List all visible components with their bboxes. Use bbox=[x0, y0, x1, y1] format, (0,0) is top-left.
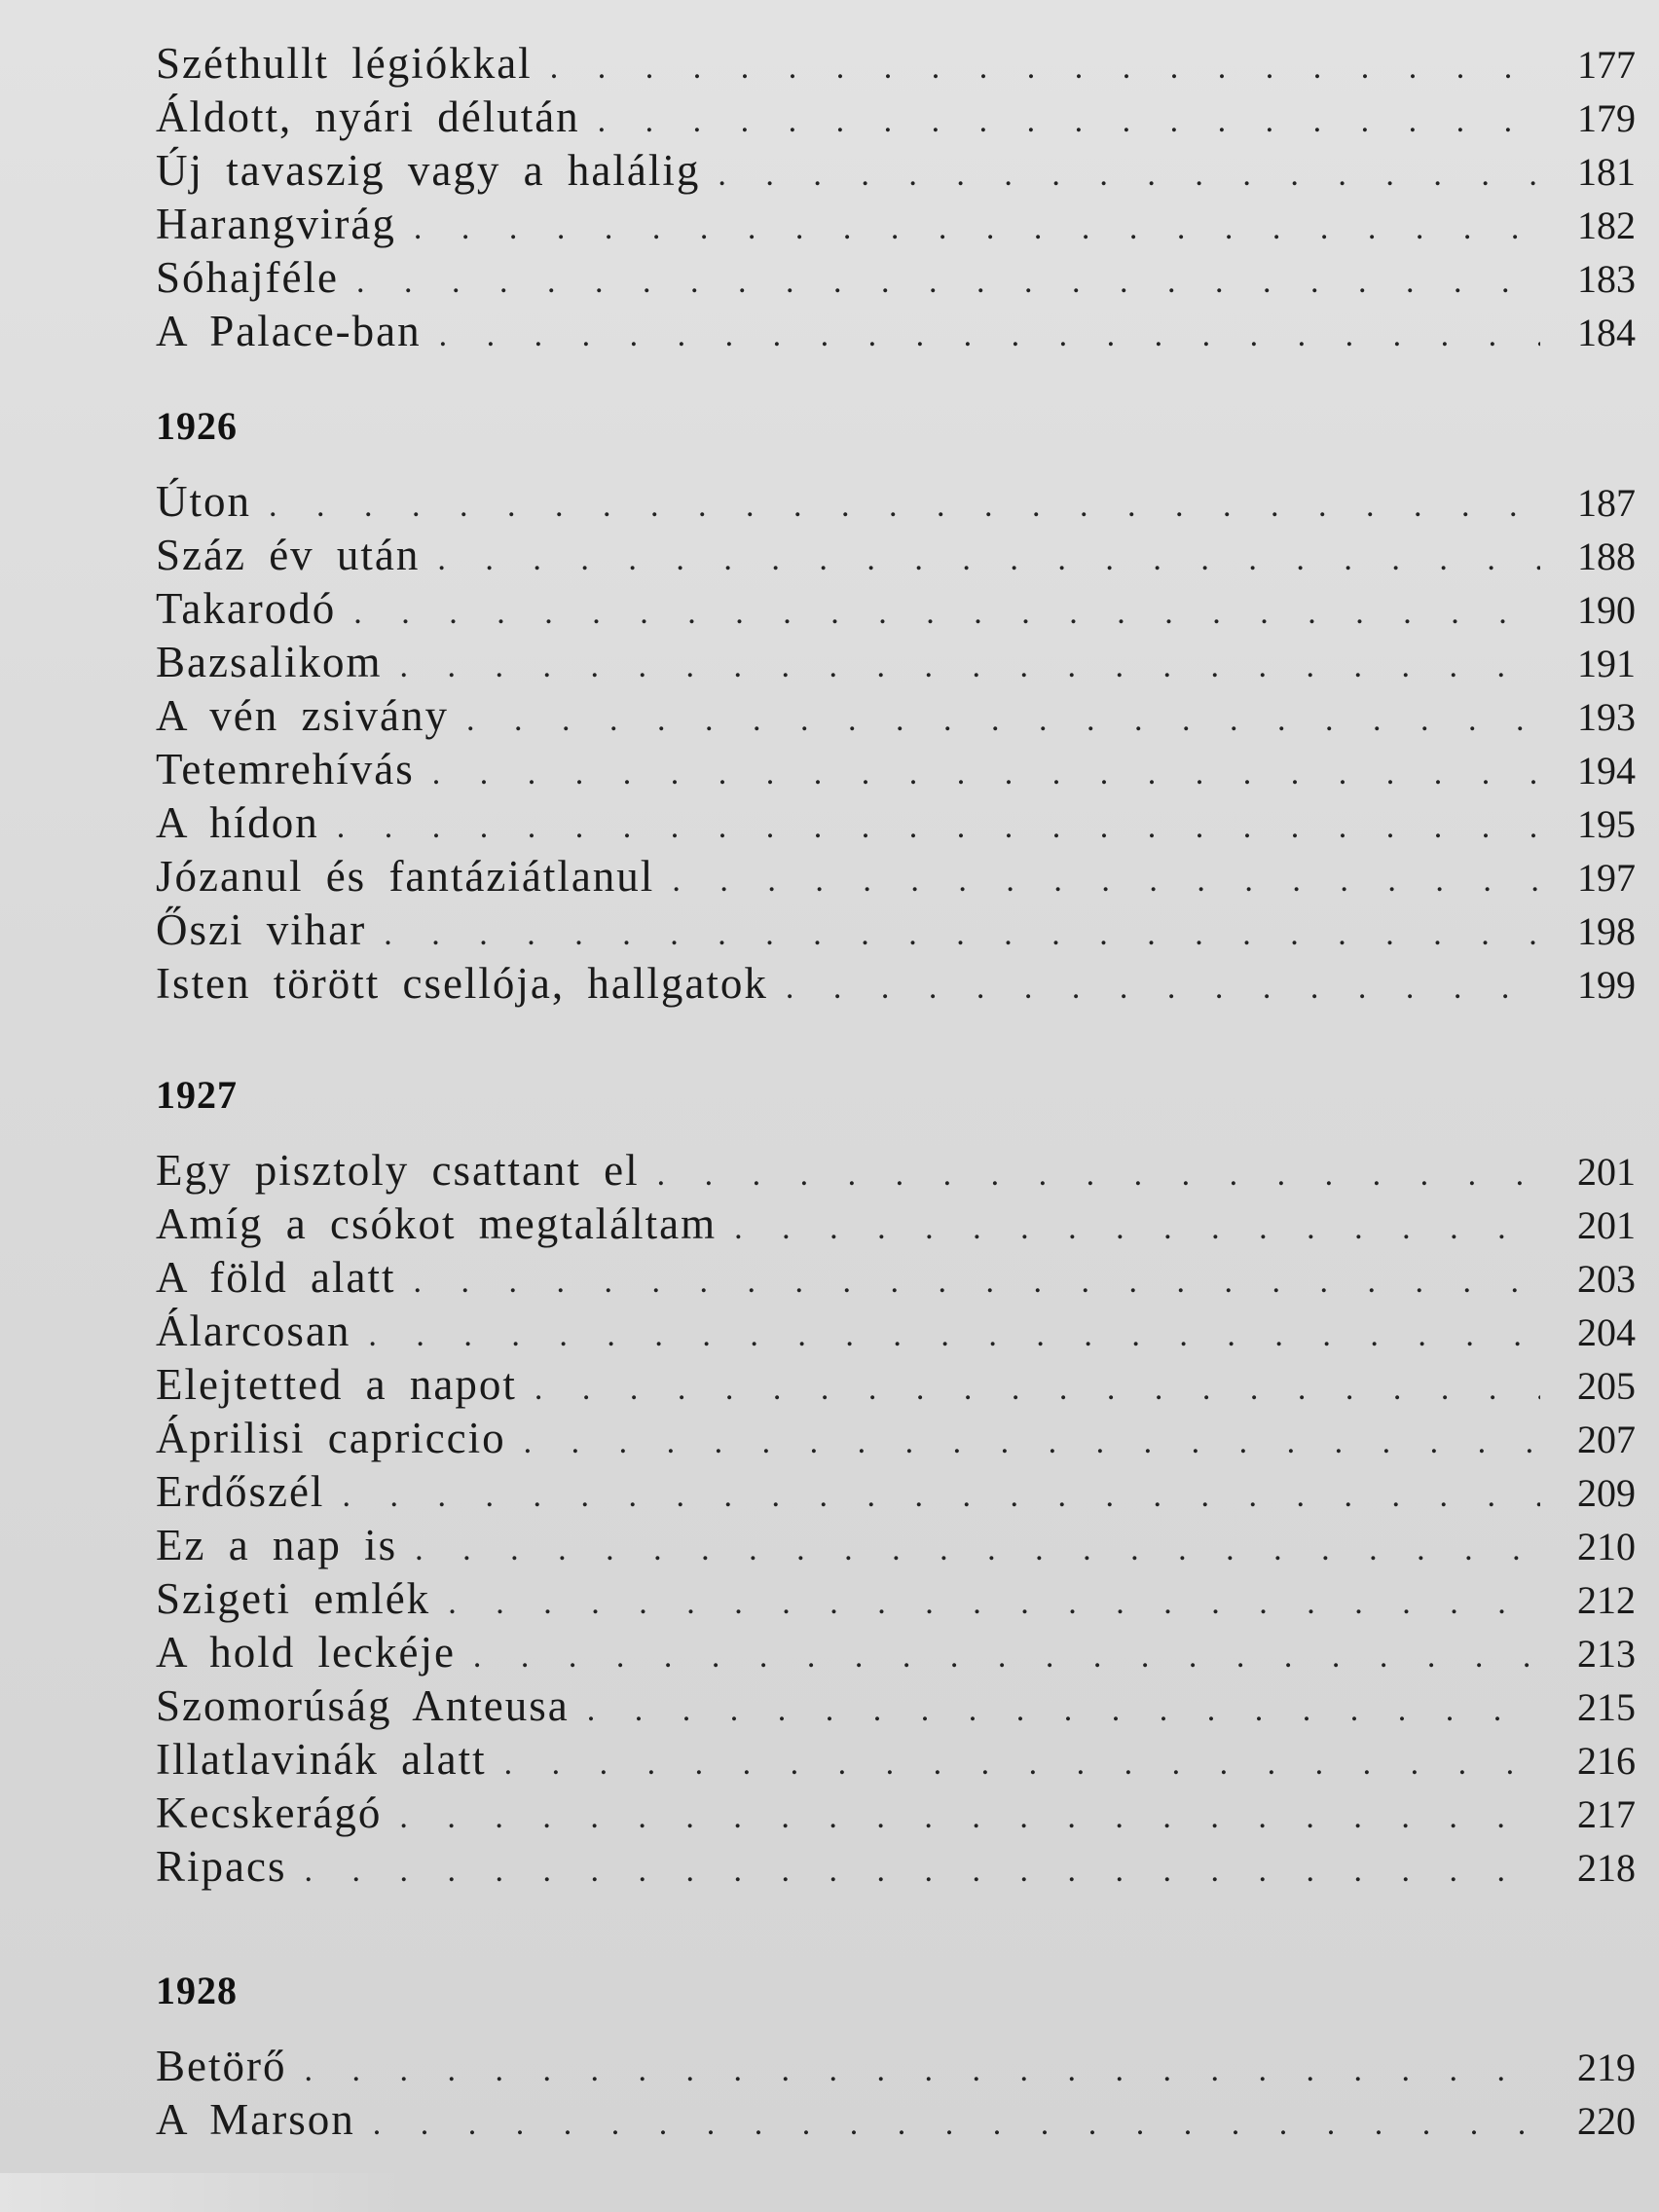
entry-title: Kecskerágó bbox=[156, 1788, 383, 1837]
dot-leader bbox=[473, 1626, 1540, 1683]
entry-page-number: 194 bbox=[1577, 749, 1636, 793]
toc-entry bbox=[156, 1412, 1636, 1465]
toc-entry bbox=[156, 903, 1636, 957]
entry-page-number: 181 bbox=[1577, 150, 1636, 194]
entry-title: A hold leckéje bbox=[156, 1628, 456, 1677]
watermark-strip bbox=[0, 2173, 409, 2212]
toc-entry bbox=[156, 475, 1636, 529]
entry-title: Amíg a csókot megtaláltam bbox=[156, 1199, 718, 1248]
entry-title: Áldott, nyári délután bbox=[156, 92, 580, 141]
entry-page-number: 188 bbox=[1577, 535, 1636, 578]
dot-leader bbox=[448, 1572, 1540, 1630]
entry-page-number: 191 bbox=[1577, 642, 1636, 685]
toc-entry bbox=[156, 251, 1636, 305]
toc-entry bbox=[156, 850, 1636, 903]
entry-title: A Palace-ban bbox=[156, 307, 422, 355]
entry-title: Áprilisi capriccio bbox=[156, 1414, 506, 1462]
toc-entry bbox=[156, 1251, 1636, 1305]
dot-leader bbox=[399, 1787, 1540, 1844]
dot-leader bbox=[353, 582, 1540, 640]
entry-page-number: 184 bbox=[1577, 311, 1636, 354]
dot-leader bbox=[466, 689, 1540, 747]
toc-entry bbox=[156, 1787, 1636, 1840]
entry-title: A Marson bbox=[156, 2095, 355, 2144]
dot-leader bbox=[269, 475, 1540, 533]
toc-entry bbox=[156, 957, 1636, 1011]
entry-title: Egy pisztoly csattant el bbox=[156, 1146, 640, 1195]
entry-page-number: 218 bbox=[1577, 1846, 1636, 1890]
entry-page-number: 190 bbox=[1577, 588, 1636, 632]
entry-page-number: 216 bbox=[1577, 1739, 1636, 1783]
entry-title: Sóhajféle bbox=[156, 253, 339, 302]
entry-title: A vén zsivány bbox=[156, 691, 449, 740]
entry-title: Takarodó bbox=[156, 584, 337, 633]
toc-entry bbox=[156, 2093, 1636, 2147]
toc-entry bbox=[156, 1198, 1636, 1251]
dot-leader bbox=[437, 529, 1540, 586]
year-heading: 1926 bbox=[156, 404, 238, 448]
year-heading: 1927 bbox=[156, 1073, 238, 1117]
dot-leader bbox=[786, 957, 1540, 1014]
dot-leader bbox=[657, 1144, 1540, 1201]
toc-entry bbox=[156, 305, 1636, 358]
entry-title: Álarcosan bbox=[156, 1307, 351, 1355]
entry-page-number: 201 bbox=[1577, 1150, 1636, 1194]
dot-leader bbox=[598, 91, 1540, 148]
entry-title: Betörő bbox=[156, 2042, 287, 2090]
entry-page-number: 215 bbox=[1577, 1685, 1636, 1729]
dot-leader bbox=[439, 305, 1540, 362]
entry-title: Ez a nap is bbox=[156, 1521, 398, 1569]
toc-entry bbox=[156, 91, 1636, 144]
dot-leader bbox=[432, 743, 1540, 800]
entry-page-number: 207 bbox=[1577, 1418, 1636, 1461]
dot-leader bbox=[414, 198, 1540, 255]
entry-title: Elejtetted a napot bbox=[156, 1360, 517, 1409]
entry-title: Új tavaszig vagy a halálig bbox=[156, 146, 701, 195]
entry-page-number: 213 bbox=[1577, 1632, 1636, 1676]
entry-title: Széthullt légiókkal bbox=[156, 39, 533, 88]
dot-leader bbox=[672, 850, 1540, 907]
entry-page-number: 182 bbox=[1577, 203, 1636, 247]
dot-leader bbox=[337, 796, 1540, 854]
entry-page-number: 210 bbox=[1577, 1525, 1636, 1568]
toc-entry bbox=[156, 529, 1636, 582]
entry-page-number: 219 bbox=[1577, 2046, 1636, 2089]
dot-leader bbox=[373, 2093, 1540, 2151]
dot-leader bbox=[399, 636, 1540, 693]
entry-title: Száz év után bbox=[156, 531, 421, 579]
dot-leader bbox=[535, 1358, 1540, 1416]
dot-leader bbox=[304, 1840, 1540, 1898]
entry-title: Józanul és fantáziátlanul bbox=[156, 852, 655, 901]
toc-entry bbox=[156, 1465, 1636, 1519]
dot-leader bbox=[368, 1305, 1540, 1362]
dot-leader bbox=[415, 1519, 1540, 1576]
entry-page-number: 177 bbox=[1577, 43, 1636, 87]
entry-title: Harangvirág bbox=[156, 200, 396, 248]
toc-entry bbox=[156, 1572, 1636, 1626]
toc-entry bbox=[156, 796, 1636, 850]
entry-title: A hídon bbox=[156, 798, 319, 847]
toc-entry bbox=[156, 37, 1636, 91]
entry-title: Ripacs bbox=[156, 1842, 287, 1891]
dot-leader bbox=[342, 1465, 1540, 1523]
entry-title: Bazsalikom bbox=[156, 638, 383, 686]
entry-page-number: 197 bbox=[1577, 856, 1636, 900]
entry-title: Úton bbox=[156, 477, 251, 526]
dot-leader bbox=[304, 2040, 1540, 2097]
toc-entry bbox=[156, 689, 1636, 743]
entry-page-number: 199 bbox=[1577, 963, 1636, 1007]
entry-page-number: 198 bbox=[1577, 909, 1636, 953]
entry-page-number: 201 bbox=[1577, 1203, 1636, 1247]
toc-section-1927 bbox=[156, 1066, 1636, 1894]
toc-entry bbox=[156, 2040, 1636, 2093]
toc-section-1928 bbox=[156, 1962, 1636, 2147]
entry-page-number: 220 bbox=[1577, 2099, 1636, 2143]
toc-entry bbox=[156, 1733, 1636, 1787]
entry-page-number: 203 bbox=[1577, 1257, 1636, 1301]
entry-title: Isten törött csellója, hallgatok bbox=[156, 959, 768, 1008]
toc-entry bbox=[156, 582, 1636, 636]
entry-page-number: 179 bbox=[1577, 96, 1636, 140]
entry-title: Erdőszél bbox=[156, 1467, 325, 1516]
toc-entry bbox=[156, 198, 1636, 251]
dot-leader bbox=[587, 1679, 1540, 1737]
entry-page-number: 183 bbox=[1577, 257, 1636, 301]
entry-page-number: 217 bbox=[1577, 1792, 1636, 1836]
entry-page-number: 195 bbox=[1577, 802, 1636, 846]
toc-entry bbox=[156, 1358, 1636, 1412]
toc-entry bbox=[156, 1679, 1636, 1733]
toc-section-1926 bbox=[156, 397, 1636, 1011]
dot-leader bbox=[718, 144, 1540, 202]
entry-title: Őszi vihar bbox=[156, 905, 367, 954]
toc-entry bbox=[156, 743, 1636, 796]
entry-page-number: 187 bbox=[1577, 481, 1636, 525]
dot-leader bbox=[413, 1251, 1540, 1309]
toc-entry bbox=[156, 1144, 1636, 1198]
entry-page-number: 205 bbox=[1577, 1364, 1636, 1408]
entry-title: A föld alatt bbox=[156, 1253, 396, 1302]
toc-entry bbox=[156, 1626, 1636, 1679]
dot-leader bbox=[550, 37, 1540, 94]
entry-title: Illatlavinák alatt bbox=[156, 1735, 487, 1784]
entry-title: Szigeti emlék bbox=[156, 1574, 431, 1623]
dot-leader bbox=[524, 1412, 1540, 1469]
toc-entry bbox=[156, 1840, 1636, 1894]
year-heading: 1928 bbox=[156, 1969, 238, 2012]
toc-entry bbox=[156, 1519, 1636, 1572]
dot-leader bbox=[384, 903, 1540, 961]
entry-title: Szomorúság Anteusa bbox=[156, 1681, 570, 1730]
toc-entry bbox=[156, 1305, 1636, 1358]
toc-entry bbox=[156, 144, 1636, 198]
entry-page-number: 209 bbox=[1577, 1471, 1636, 1515]
dot-leader bbox=[356, 251, 1540, 309]
entry-page-number: 212 bbox=[1577, 1578, 1636, 1622]
toc-entry bbox=[156, 636, 1636, 689]
toc-section-continued bbox=[156, 37, 1636, 358]
entry-page-number: 193 bbox=[1577, 695, 1636, 739]
entry-page-number: 204 bbox=[1577, 1310, 1636, 1354]
dot-leader bbox=[734, 1198, 1540, 1255]
dot-leader bbox=[504, 1733, 1540, 1790]
entry-title: Tetemrehívás bbox=[156, 745, 415, 793]
